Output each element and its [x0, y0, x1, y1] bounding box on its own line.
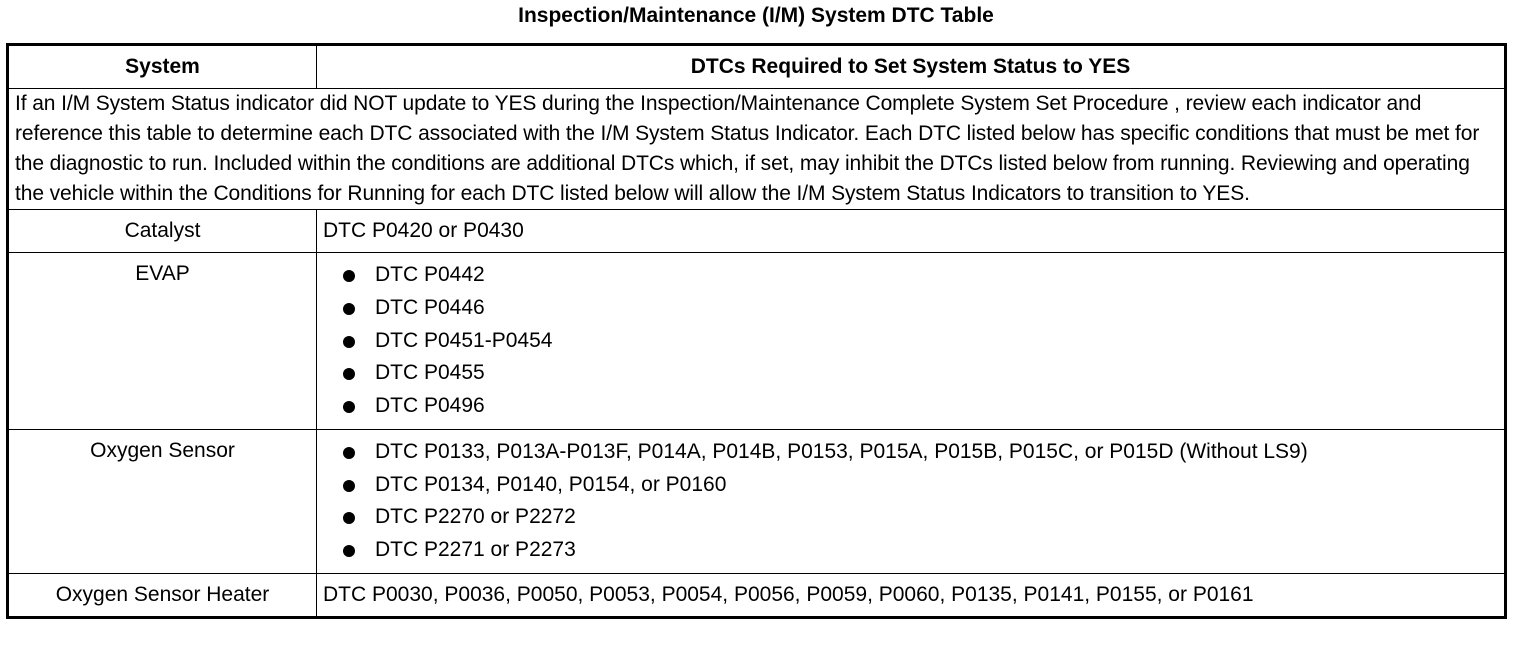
bullet-icon — [343, 480, 355, 492]
dtc-text: DTC P0134, P0140, P0154, or P0160 — [375, 472, 727, 496]
dtc-list — [323, 430, 1498, 573]
intro-row — [8, 89, 1506, 210]
table-row — [8, 210, 1506, 253]
list-item — [343, 259, 1498, 292]
table-row — [8, 253, 1506, 430]
dtc-text: DTC P2271 or P2273 — [375, 538, 576, 561]
page-title: Inspection/Maintenance (I/M) System DTC Table — [518, 4, 994, 27]
system-cell: Catalyst — [8, 210, 317, 253]
list-item — [343, 357, 1498, 390]
list-item — [343, 501, 1498, 534]
list-item — [343, 436, 1498, 469]
dtc-text: DTC P0133, P013A-P013F, P014A, P014B, P0153, P015A, P015B, P015C, or P015D (Without LS9) — [375, 439, 1308, 463]
column-header-system: System — [8, 45, 317, 89]
bullet-icon — [343, 512, 355, 524]
bullet-icon — [343, 545, 355, 557]
dtc-cell: DTC P0030, P0036, P0050, P0053, P0054, P0056, P0059, P0060, P0135, P0141, P0155, or P0161 — [317, 573, 1506, 617]
bullet-icon — [343, 401, 355, 413]
list-item — [343, 325, 1498, 358]
dtc-list — [323, 253, 1498, 429]
list-item — [343, 390, 1498, 423]
bullet-icon — [343, 303, 355, 315]
column-header-dtcs: DTCs Required to Set System Status to YES — [317, 45, 1506, 89]
system-cell: Oxygen Sensor — [8, 429, 317, 573]
table-row — [8, 573, 1506, 617]
bullet-icon — [343, 368, 355, 380]
bullet-icon — [343, 447, 355, 459]
dtc-cell — [317, 253, 1506, 430]
dtc-text: DTC P0455 — [375, 361, 485, 385]
dtc-cell — [317, 429, 1506, 573]
intro-text: If an I/M System Status indicator did NOT update to YES during the Inspection/Maintenance Complete System Set Procedure , review each indicator and reference this table to determine each DTC associated with the I/M System Status Indicator. Each DTC listed below has specific conditions that must be met for the diagnostic to run. Included within the conditions are additional DTCs which, if set, may inhibit the DTCs listed below from running. Reviewing and operating the vehicle within the Conditions for Running for each DTC listed below will allow the I/M System Status Indicators to transition to YES. — [8, 89, 1506, 210]
list-item — [343, 292, 1498, 325]
dtc-text: DTC P0496 — [375, 394, 485, 417]
bullet-icon — [343, 270, 355, 282]
table-row — [8, 429, 1506, 573]
dtc-text: DTC P0442 — [375, 263, 485, 286]
dtc-text: DTC P0446 — [375, 295, 485, 319]
bullet-icon — [343, 336, 355, 348]
dtc-text: DTC P0451-P0454 — [375, 328, 553, 352]
header-row — [8, 45, 1506, 89]
list-item — [343, 534, 1498, 567]
dtc-text: DTC P2270 or P2272 — [375, 505, 576, 529]
system-cell: EVAP — [8, 253, 317, 430]
dtc-table — [6, 43, 1507, 619]
dtc-cell: DTC P0420 or P0430 — [317, 210, 1506, 253]
list-item — [343, 469, 1498, 502]
system-cell: Oxygen Sensor Heater — [8, 573, 317, 617]
